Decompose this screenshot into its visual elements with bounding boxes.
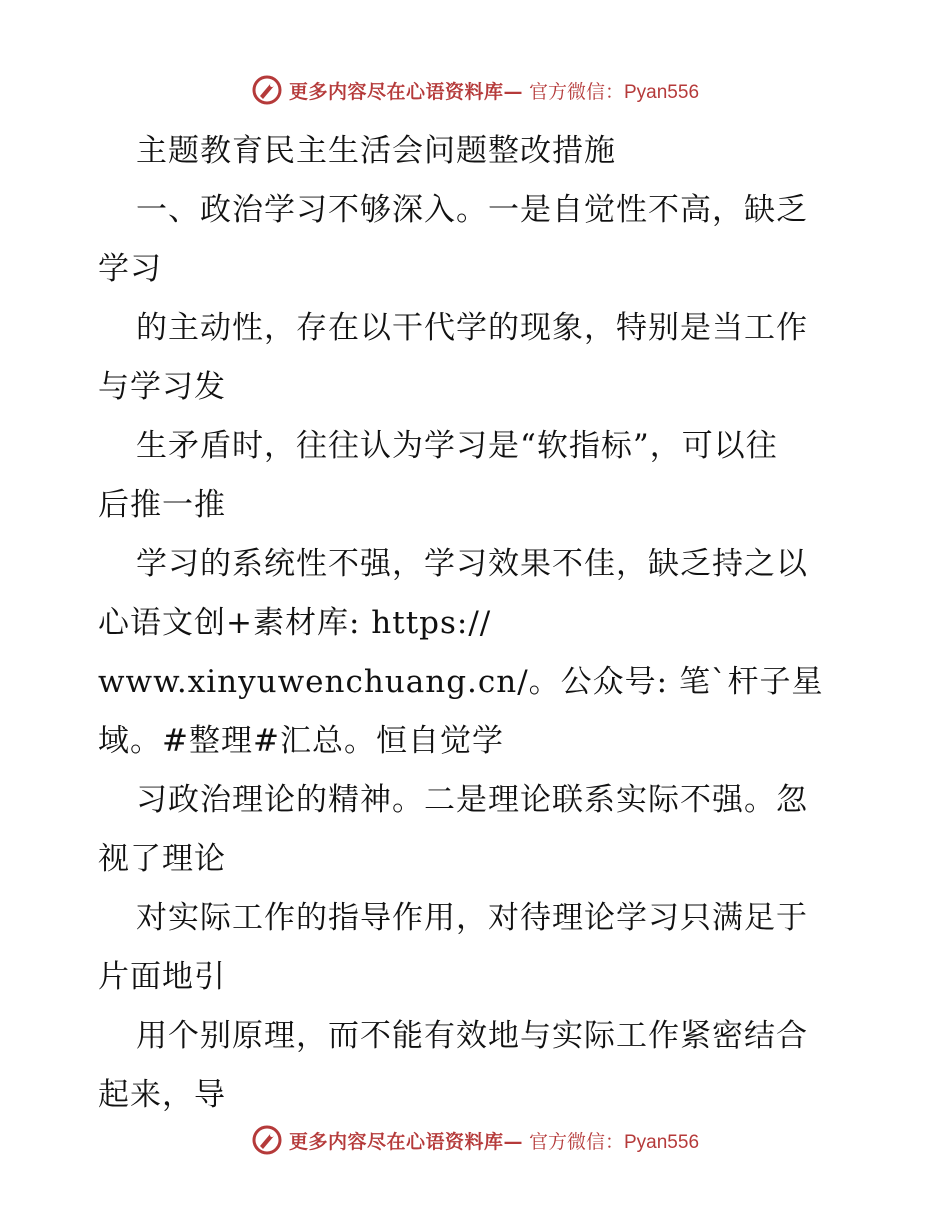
document-line: 的主动性，存在以干代学的现象，特别是当工作	[136, 310, 808, 346]
document-line: 学习的系统性不强，学习效果不佳，缺乏持之以	[136, 546, 808, 582]
footer-banner	[0, 1120, 950, 1160]
document-line: 片面地引	[98, 959, 226, 995]
document-line: www.xinyuwenchuang.cn/。公众号: 笔`杆子星	[98, 664, 824, 700]
document-line: 域。#整理#汇总。恒自觉学	[98, 723, 504, 759]
header-banner	[0, 70, 950, 110]
document-line: 起来，导	[98, 1077, 226, 1113]
document-body	[98, 122, 858, 1125]
document-line: 生矛盾时，往往认为学习是“软指标”，可以往	[136, 428, 778, 464]
document-line: 心语文创+素材库: https://	[98, 605, 492, 641]
document-line: 习政治理论的精神。二是理论联系实际不强。忽	[136, 782, 808, 818]
header-banner-contact: 官方微信：Pyan556	[529, 81, 700, 103]
pen-logo-icon	[251, 74, 283, 106]
pen-logo-icon	[251, 1124, 283, 1156]
document-line: 后推一推	[98, 487, 226, 523]
document-line: 对实际工作的指导作用，对待理论学习只满足于	[136, 900, 808, 936]
document-line: 与学习发	[98, 369, 226, 405]
document-line: 学习	[98, 251, 162, 287]
document-title: 主题教育民主生活会问题整改措施	[136, 133, 616, 169]
header-banner-brand: 更多内容尽在心语资料库—	[288, 80, 523, 103]
document-line: 视了理论	[98, 841, 226, 877]
document-line: 用个别原理，而不能有效地与实际工作紧密结合	[136, 1018, 808, 1054]
footer-banner-brand: 更多内容尽在心语资料库—	[288, 1130, 523, 1153]
footer-banner-contact: 官方微信：Pyan556	[529, 1131, 700, 1153]
document-line: 一、政治学习不够深入。一是自觉性不高，缺乏	[136, 192, 808, 228]
